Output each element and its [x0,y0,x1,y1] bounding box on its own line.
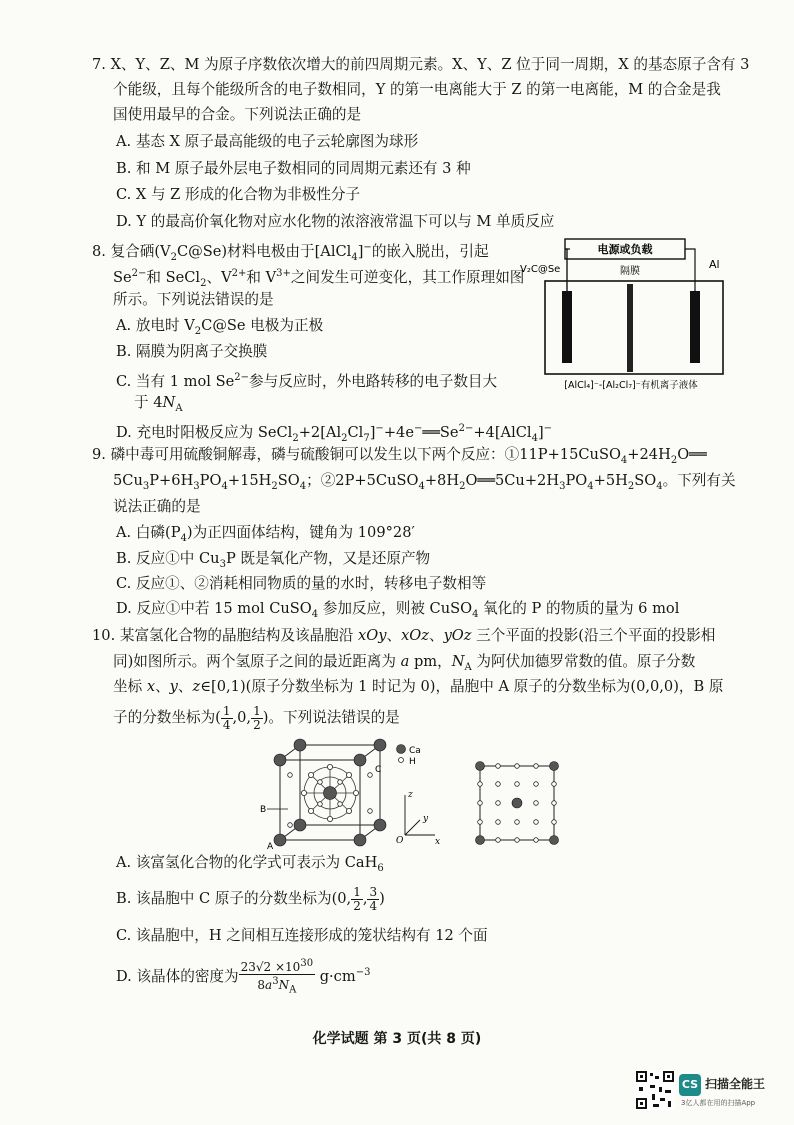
scanner-tagline: 3亿人都在用的扫描App [681,1099,756,1107]
scanner-logo-icon: CS [679,1074,701,1096]
q10-stem-line4: 子的分数坐标为( $\frac{1}{4}$ ,0, $\frac{1}{2}$ )。下列说法错误的是 [113,703,400,732]
q8-option-d: D. 充电时阳极反应为 $SeCl_2+2[Al_2Cl_7]^-+4e^-══Se^{2-}+4[AlCl_4]^-$ [116,423,553,444]
label-c: C [375,765,382,775]
q8-option-c-cont: 于 $4N_A$ [134,394,183,414]
q10-stem-line3: 坐标 x、y、z∈[0,1)(原子分数坐标为 1 时记为 0)，晶胞中 A 原子的分数坐标为(0,0,0)，B 原 [113,678,724,695]
q8-option-b: B. 隔膜为阴离子交换膜 [116,343,268,360]
q9-stem-line3: 说法正确的是 [113,498,201,515]
q7-stem-line2: 个能级，且每个能级所含的电子数相同，Y 的第一电离能大于 Z 的第一电离能，M 的合金是我 [113,81,721,98]
q8-stem-line2: $Se^{2-}$和 SeCl$_2$、$V^{2+}$和 $V^{3+}$之间发生可逆变化，其工作原理如图 [113,268,525,289]
q8-option-c: C. 当有 1 mol $Se^{2-}$参与反应时，外电路转移的电子数目大 [116,372,498,390]
projection-diagram [468,760,568,850]
q8-stem-line1: 8. 复合硒$(V_2C@Se)$材料电极由于[AlCl$_4$]−的嵌入脱出，引起 [92,242,489,263]
axis-z: z [408,790,413,800]
q7-stem-line3: 国使用最早的合金。下列说法正确的是 [113,106,362,123]
battery-diagram [515,236,735,396]
left-electrode-label: V₂C@Se [520,264,561,275]
right-electrode-label: Al [709,258,720,271]
q10-stem-line1: 10. 某富氢化合物的晶胞结构及该晶胞沿 xOy、xOz、yOz 三个平面的投影(沿三个平面的投影相 [92,627,716,644]
q8-stem-line3: 所示。下列说法错误的是 [113,291,274,308]
axis-origin: O [396,836,404,846]
label-a: A [267,842,274,850]
q7-option-a: A. 基态 X 原子最高能级的电子云轮廓图为球形 [116,133,419,150]
q9-option-d: D. 反应①中若 15 mol CuSO$_4$ 参加反应，则被 CuSO$_4$ 氧化的 P 的物质的量为 6 mol [116,600,680,620]
electrolyte-label: [AlCl₄]⁻-[Al₂Cl₇]⁻有机离子液体 [564,380,698,391]
scanner-watermark [631,1070,791,1115]
legend-ca: Ca [409,746,421,756]
q7-option-d: D. Y 的最高价氧化物对应水化物的浓溶液常温下可以与 M 单质反应 [116,213,555,230]
q7-stem-line1: 7. X、Y、Z、M 为原子序数依次增大的前四周期元素。X、Y、Z 位于同一周期，X 的基态原子含有 3 [92,56,750,73]
q8-option-a: A. 放电时 $V_2C@Se$ 电极为正极 [116,317,324,337]
scanner-name: 扫描全能王 [705,1077,766,1091]
q10-option-b: B. 该晶胞中 C 原子的分数坐标为(0, $\frac{1}{2}$ , $\frac{3}{4}$ ) [116,884,385,913]
qr-code-icon [635,1070,675,1110]
q10-stem-line2: 同)如图所示。两个氢原子之间的最近距离为 a pm，$N_A$ 为阿伏加德罗常数的值。原子分数 [113,653,696,673]
q9-stem-line2: $5Cu_3P+6H_3PO_4+15H_2SO_4$；$②2P+5CuSO_4+8H_2O══5Cu+2H_3PO_4+5H_2SO_4$。下列有关 [113,472,736,492]
axis-y: y [423,814,429,824]
q10-option-d: D. 该晶体的密度为 $\frac{23√2 \times 10^{30}}{8a^3N_A}$ $g\cdot cm^{-3}$ [116,958,371,996]
q7-option-c: C. X 与 Z 形成的化合物为非极性分子 [116,186,361,203]
q9-option-c: C. 反应①、②消耗相同物质的量的水时，转移电子数相等 [116,575,487,592]
q10-option-a: A. 该富氢化合物的化学式可表示为 CaH$_6$ [116,854,384,874]
legend-h: H [409,757,416,767]
q9-stem-line1: 9. 磷中毒可用硫酸铜解毒，磷与硫酸铜可以发生以下两个反应：$①11P+15CuSO_4+24H_2O══$ [92,446,707,466]
page-footer: 化学试题 第 3 页(共 8 页) [312,1031,482,1047]
axis-x: x [435,837,441,847]
label-b: B [260,805,267,815]
power-load-label: 电源或负载 [597,243,653,256]
q9-option-b: B. 反应①中 $Cu_3P$ 既是氧化产物，又是还原产物 [116,550,431,570]
membrane-label: 隔膜 [620,266,640,277]
q9-option-a: A. 白磷$(P_4)$为正四面体结构，键角为 109°28′ [116,524,415,544]
crystal-cell-diagram [255,735,455,850]
q7-option-b: B. 和 M 原子最外层电子数相同的同周期元素还有 3 种 [116,160,471,177]
q10-option-c: C. 该晶胞中，H 之间相互连接形成的笼状结构有 12 个面 [116,927,488,944]
